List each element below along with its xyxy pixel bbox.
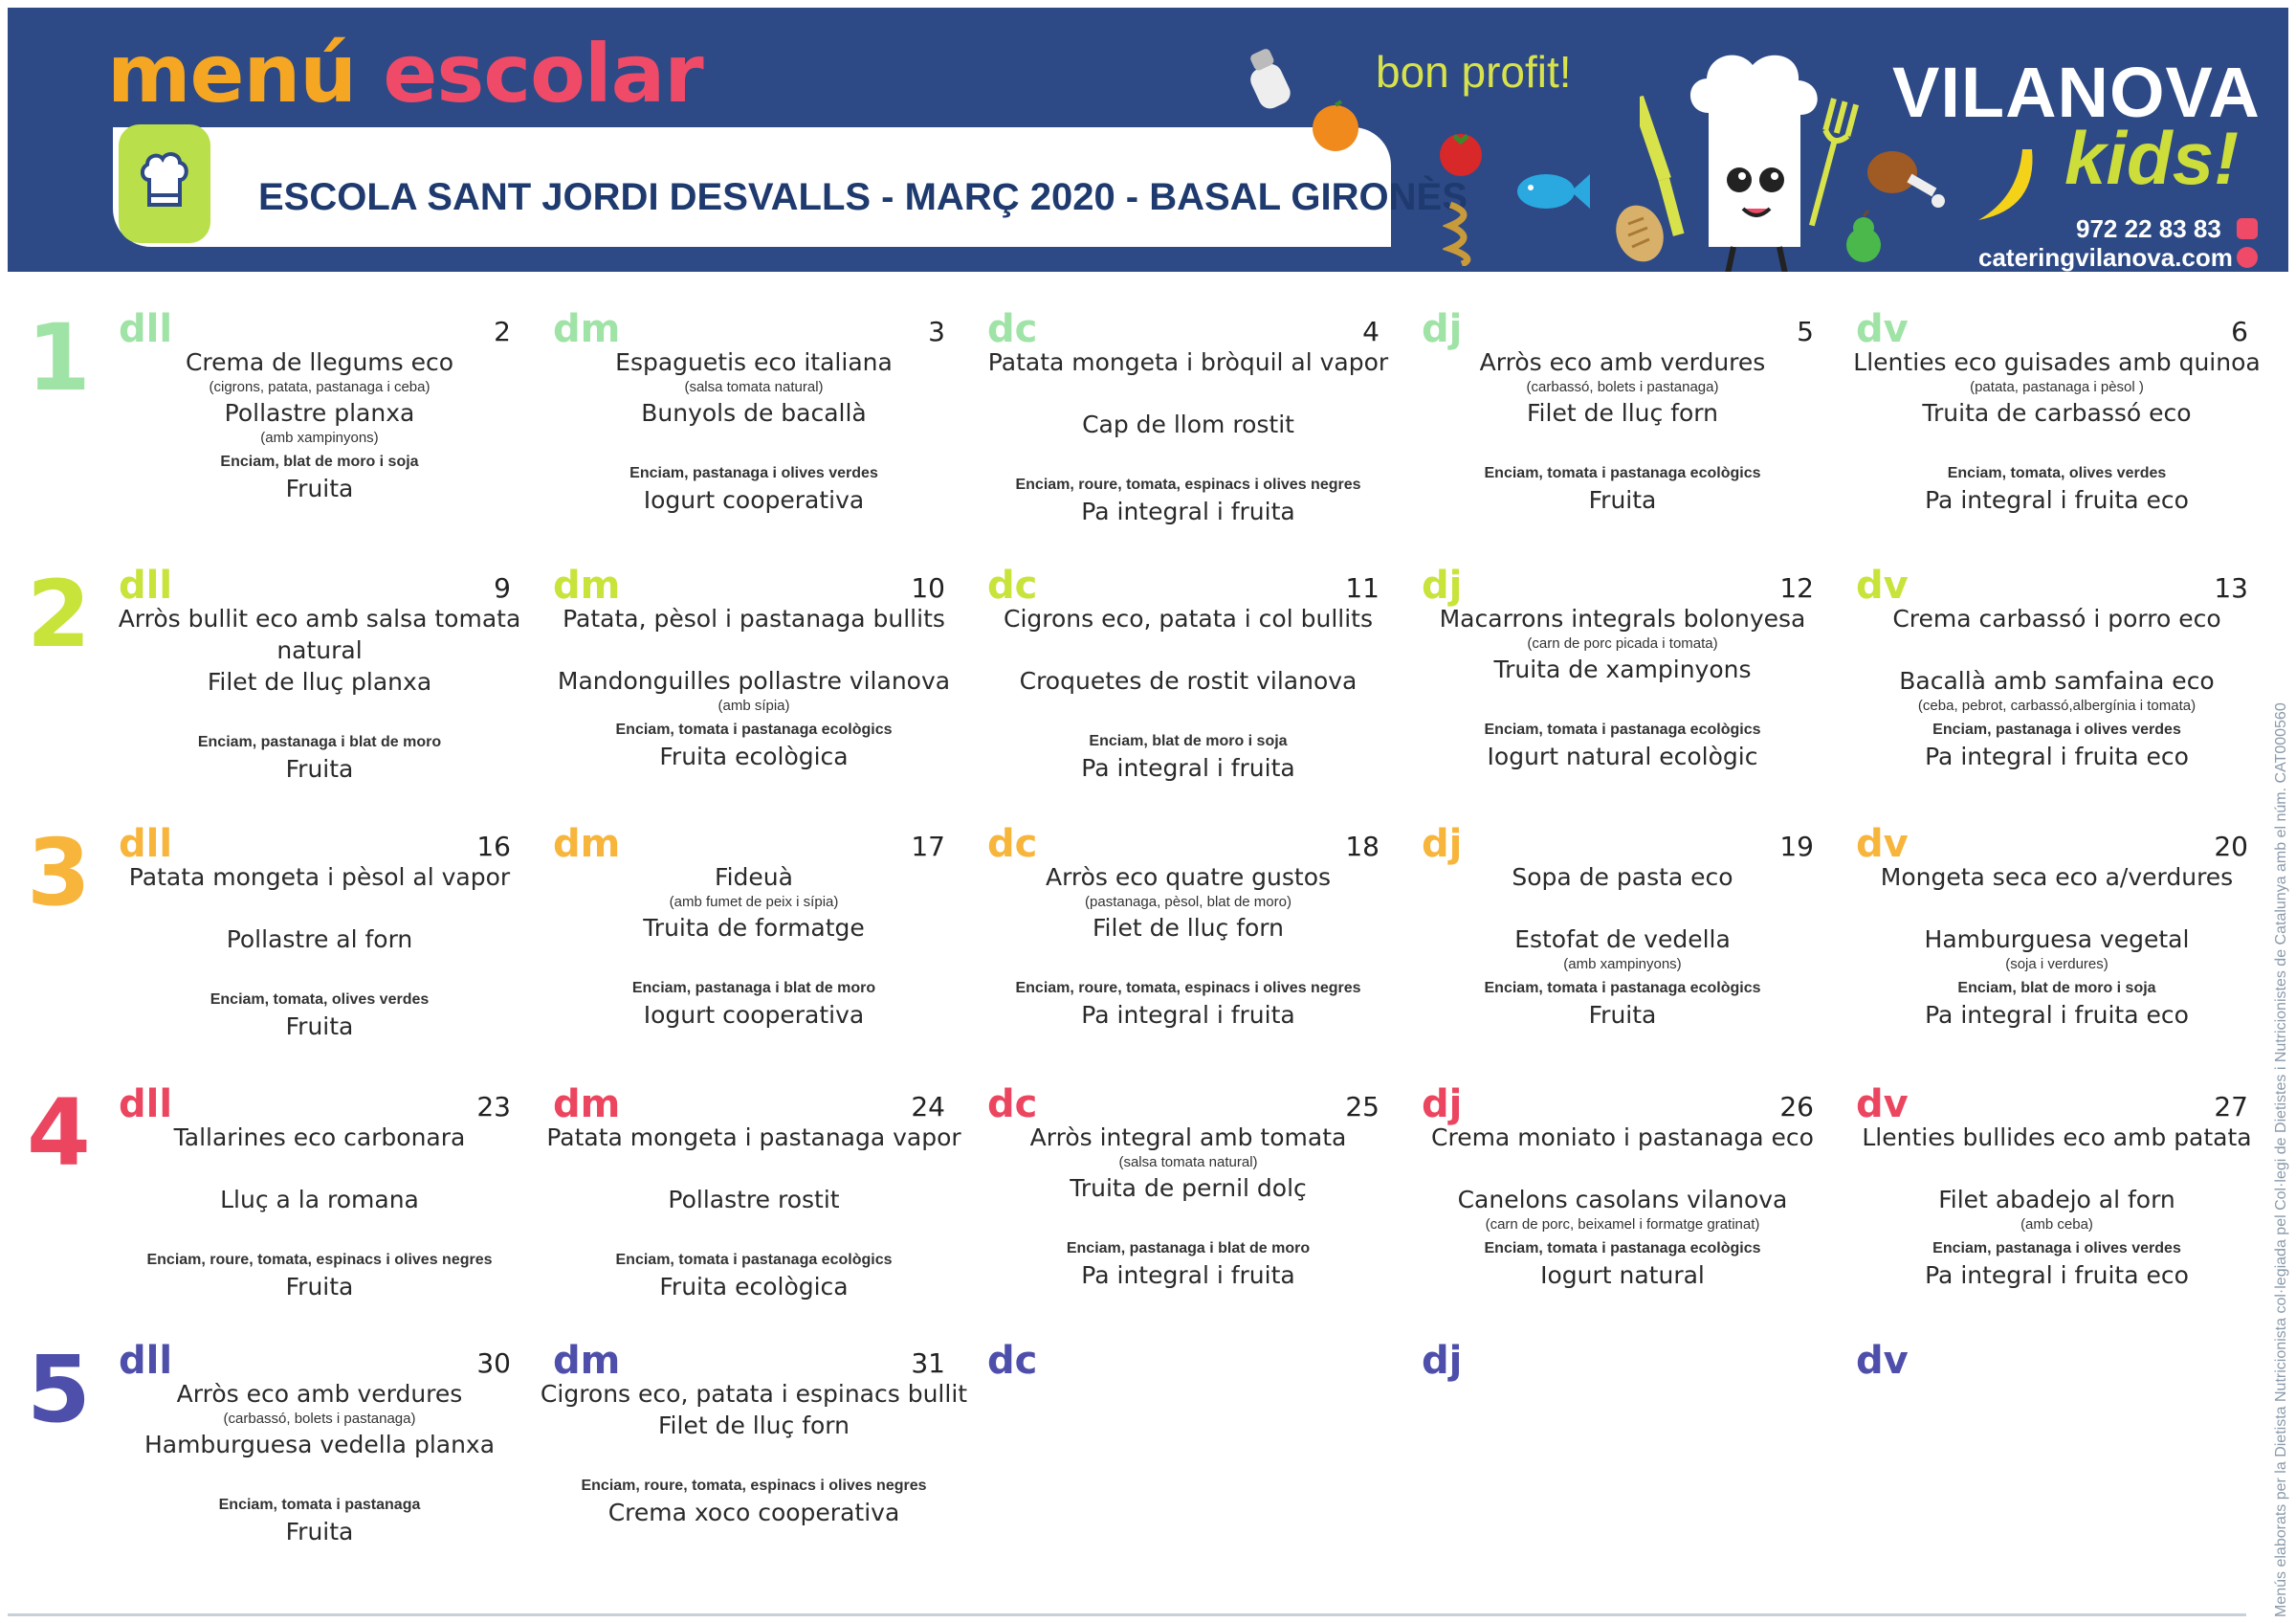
dish: Filet abadejo al forn xyxy=(1938,1186,2175,1213)
dish: Truita de formatge xyxy=(643,914,865,942)
date-number: 6 xyxy=(2231,316,2248,347)
spacer xyxy=(972,697,1404,727)
spacer xyxy=(103,1460,536,1491)
dish-detail: (carbassó, bolets i pastanaga) xyxy=(223,1411,416,1427)
week-number: 1 xyxy=(27,304,91,411)
date-number: 26 xyxy=(1779,1091,1814,1123)
dish: Truita de pernil dolç xyxy=(1070,1174,1307,1202)
dish: Canelons casolans vilanova xyxy=(1457,1186,1788,1213)
day-cell xyxy=(1841,1339,2273,1604)
side-salad: Enciam, tomata i pastanaga ecològics xyxy=(1484,1240,1761,1256)
spacer xyxy=(1406,893,1839,923)
meal-list xyxy=(103,1122,536,1302)
side-salad: Enciam, pastanaga i olives verdes xyxy=(1932,722,2181,738)
spacer xyxy=(1841,1153,2273,1184)
date-number: 16 xyxy=(476,831,511,862)
phone-icon xyxy=(2237,218,2258,239)
day-cell xyxy=(972,307,1404,572)
meal-list xyxy=(103,346,536,504)
phone-number: 972 22 83 83 xyxy=(2076,214,2221,243)
date-number: 5 xyxy=(1797,316,1814,347)
dish: Hamburguesa vegetal xyxy=(1924,925,2190,953)
day-cell xyxy=(972,822,1404,1087)
side-salad: Enciam, tomata i pastanaga ecològics xyxy=(1484,722,1761,738)
weekday-label: dj xyxy=(1422,564,1463,608)
weekday-label: dj xyxy=(1422,822,1463,866)
side-salad: Enciam, pastanaga i blat de moro xyxy=(197,734,442,750)
day-cell xyxy=(103,1082,536,1347)
website-url: cateringvilanova.com xyxy=(1978,243,2233,272)
dish: Mandonguilles pollastre vilanova xyxy=(557,667,951,695)
day-cell xyxy=(1406,1082,1839,1347)
dish: Pa integral i fruita eco xyxy=(1925,743,2189,770)
spacer xyxy=(103,698,536,728)
dish-detail: (amb ceba) xyxy=(2020,1216,2093,1233)
day-cell xyxy=(538,1339,970,1604)
day-cell xyxy=(103,822,536,1087)
dish: Arròs eco amb verdures xyxy=(1479,348,1766,376)
chicken-leg-icon xyxy=(1864,142,1950,218)
side-salad: Enciam, tomata i pastanaga ecològics xyxy=(615,722,893,738)
dish-detail: (patata, pastanaga i pèsol ) xyxy=(1970,379,2144,395)
week-number: 5 xyxy=(27,1336,91,1443)
orange-icon xyxy=(1309,100,1362,153)
meal-list xyxy=(538,1122,970,1302)
weekday-label: dll xyxy=(119,822,173,866)
spacer xyxy=(1406,1153,1839,1184)
spacer xyxy=(103,1215,536,1246)
weekday-label: dc xyxy=(987,307,1038,351)
meal-list xyxy=(103,1378,536,1547)
weekday-label: dll xyxy=(119,564,173,608)
weekday-label: dm xyxy=(553,307,621,351)
weekday-label: dj xyxy=(1422,1339,1463,1383)
meal-list xyxy=(972,346,1404,527)
meal-list xyxy=(538,1378,970,1528)
dish: Fruita xyxy=(285,1273,354,1301)
date-number: 11 xyxy=(1345,572,1380,604)
day-cell xyxy=(538,307,970,572)
dish: Filet de lluç forn xyxy=(658,1412,850,1439)
spacer xyxy=(1841,429,2273,459)
side-salad: Enciam, blat de moro i soja xyxy=(1957,980,2156,996)
day-cell xyxy=(1841,822,2273,1087)
weekday-label: dm xyxy=(553,1339,621,1383)
dish: Pa integral i fruita xyxy=(1081,1001,1295,1029)
day-cell xyxy=(972,1339,1404,1604)
dish: Fruita xyxy=(285,755,354,783)
meal-list xyxy=(538,861,970,1031)
dish: Patata mongeta i bròquil al vapor xyxy=(987,348,1389,376)
dish: Patata mongeta i pèsol al vapor xyxy=(128,863,511,891)
dish: Pa integral i fruita xyxy=(1081,754,1295,782)
day-cell xyxy=(1406,822,1839,1087)
side-salad: Enciam, tomata i pastanaga ecològics xyxy=(615,1252,893,1268)
dish: Sopa de pasta eco xyxy=(1512,863,1733,891)
day-cell xyxy=(1406,1339,1839,1604)
dish: Pa integral i fruita xyxy=(1081,498,1295,525)
spacer xyxy=(1406,429,1839,459)
globe-icon xyxy=(2237,247,2258,268)
spacer xyxy=(972,944,1404,974)
date-number: 30 xyxy=(476,1347,511,1379)
date-number: 4 xyxy=(1362,316,1380,347)
nutritionist-note: Menús elaborats per la Dietista Nutricionista col·legiada pel Col·legi de Dietistes i Nutricionistes de Catalunya amb el núm. CAT000560 xyxy=(2273,702,2289,1617)
weekday-label: dv xyxy=(1856,307,1909,351)
pear-icon xyxy=(1840,209,1888,264)
dish-detail: (soja i verdures) xyxy=(2005,956,2108,972)
spacer xyxy=(103,955,536,986)
spacer xyxy=(972,440,1404,471)
dish: Filet de lluç forn xyxy=(1527,399,1718,427)
meal-list xyxy=(1841,861,2273,1031)
dish: Crema de llegums eco xyxy=(185,348,454,376)
day-cell xyxy=(1841,307,2273,572)
dish-detail: (salsa tomata natural) xyxy=(684,379,824,395)
school-title: ESCOLA SANT JORDI DESVALLS - MARÇ 2020 - BASAL GIRONÈS xyxy=(258,176,1468,218)
kids-brand: kids! xyxy=(2064,116,2240,200)
side-salad: Enciam, pastanaga i olives verdes xyxy=(629,465,878,481)
dish: Crema xoco cooperativa xyxy=(607,1499,900,1526)
pasta-icon xyxy=(1443,199,1485,266)
date-number: 3 xyxy=(928,316,945,347)
date-number: 31 xyxy=(911,1347,945,1379)
salt-shaker-icon xyxy=(1242,46,1299,113)
dish: Pa integral i fruita eco xyxy=(1925,1001,2189,1029)
side-salad: Enciam, tomata, olives verdes xyxy=(1947,465,2167,481)
dish: Patata, pèsol i pastanaga bullits xyxy=(563,605,945,633)
spacer xyxy=(538,944,970,974)
dish: Cap de llom rostit xyxy=(1082,411,1294,438)
spacer xyxy=(538,1153,970,1184)
dish: Pollastre planxa xyxy=(224,399,415,427)
dish: Pa integral i fruita xyxy=(1081,1261,1295,1289)
day-cell xyxy=(972,1082,1404,1347)
day-cell xyxy=(1406,307,1839,572)
side-salad: Enciam, roure, tomata, espinacs i olives negres xyxy=(146,1252,493,1268)
week-number: 2 xyxy=(27,561,91,668)
dish: Lluç a la romana xyxy=(220,1186,419,1213)
side-salad: Enciam, blat de moro i soja xyxy=(1089,733,1288,749)
weekday-label: dc xyxy=(987,822,1038,866)
day-cell xyxy=(972,564,1404,829)
side-salad: Enciam, pastanaga i blat de moro xyxy=(1066,1240,1311,1256)
side-salad: Enciam, tomata i pastanaga ecològics xyxy=(1484,980,1761,996)
dish: Arròs eco amb verdures xyxy=(176,1380,463,1408)
dish: Hamburguesa vedella planxa xyxy=(144,1431,496,1458)
meal-list xyxy=(1406,603,1839,772)
dish: Cigrons eco, patata i espinacs bullit xyxy=(540,1380,968,1408)
side-salad: Enciam, pastanaga i olives verdes xyxy=(1932,1240,2181,1256)
logo-word-menu: menú xyxy=(107,27,357,121)
meal-list xyxy=(103,603,536,785)
spacer xyxy=(103,893,536,923)
dish: Estofat de vedella xyxy=(1514,925,1731,953)
week-number: 3 xyxy=(27,819,91,926)
vilanova-brand: VILANOVA xyxy=(1892,53,2261,132)
dish: Iogurt cooperativa xyxy=(643,1001,865,1029)
date-number: 13 xyxy=(2214,572,2248,604)
side-salad: Enciam, tomata i pastanaga ecològics xyxy=(1484,465,1761,481)
spacer xyxy=(538,429,970,459)
dish: Fruita xyxy=(285,475,354,502)
dish: Iogurt natural xyxy=(1540,1261,1705,1289)
weekday-label: dc xyxy=(987,564,1038,608)
weekday-label: dj xyxy=(1422,307,1463,351)
dish: Arròs bullit eco amb salsa tomata natural xyxy=(118,605,521,664)
dish: Filet de lluç forn xyxy=(1093,914,1284,942)
side-salad: Enciam, tomata i pastanaga xyxy=(218,1497,421,1513)
dish: Fruita ecològica xyxy=(659,743,849,770)
date-number: 23 xyxy=(476,1091,511,1123)
dish: Croquetes de rostit vilanova xyxy=(1019,667,1358,695)
side-salad: Enciam, tomata, olives verdes xyxy=(210,991,430,1008)
bon-profit-slogan: bon profit! xyxy=(1376,47,1572,97)
date-number: 9 xyxy=(494,572,511,604)
dish: Arròs eco quatre gustos xyxy=(1045,863,1332,891)
day-cell xyxy=(103,1339,536,1604)
date-number: 27 xyxy=(2214,1091,2248,1123)
day-cell xyxy=(1406,564,1839,829)
weekday-label: dj xyxy=(1422,1082,1463,1126)
day-cell xyxy=(538,564,970,829)
spacer xyxy=(1406,685,1839,716)
dish: Cigrons eco, patata i col bullits xyxy=(1003,605,1373,633)
side-salad: Enciam, roure, tomata, espinacs i olives negres xyxy=(1015,980,1361,996)
dish-detail: (ceba, pebrot, carbassó,albergínia i tomata) xyxy=(1917,698,2197,714)
meal-list xyxy=(972,603,1404,784)
dish: Truita de xampinyons xyxy=(1493,656,1752,683)
dish-detail: (amb xampinyons) xyxy=(1563,956,1682,972)
dish: Pa integral i fruita eco xyxy=(1925,1261,2189,1289)
weekday-label: dm xyxy=(553,564,621,608)
menu-escolar-logo xyxy=(107,27,703,121)
spacer xyxy=(1841,634,2273,665)
meal-list xyxy=(103,861,536,1042)
dish: Bacallà amb samfaina eco xyxy=(1899,667,2215,695)
date-number: 2 xyxy=(494,316,511,347)
logo-word-escolar: escolar xyxy=(383,27,703,121)
spacer xyxy=(1841,893,2273,923)
weekday-label: dll xyxy=(119,1082,173,1126)
date-number: 12 xyxy=(1779,572,1814,604)
weekday-label: dll xyxy=(119,1339,173,1383)
weekday-label: dll xyxy=(119,307,173,351)
tomato-icon xyxy=(1437,128,1485,180)
meal-list xyxy=(538,346,970,516)
dish: Filet de lluç planxa xyxy=(207,668,432,696)
dish: Fruita ecològica xyxy=(659,1273,849,1301)
spacer xyxy=(972,634,1404,665)
side-salad: Enciam, roure, tomata, espinacs i olives negres xyxy=(581,1478,927,1494)
weekday-label: dm xyxy=(553,822,621,866)
dish-detail: (salsa tomata natural) xyxy=(1118,1154,1258,1170)
dish: Fruita xyxy=(1588,1001,1657,1029)
dish: Mongeta seca eco a/verdures xyxy=(1880,863,2234,891)
weekday-label: dc xyxy=(987,1339,1038,1383)
dish: Iogurt natural ecològic xyxy=(1487,743,1758,770)
spacer xyxy=(538,1215,970,1246)
meal-list xyxy=(538,603,970,772)
dish: Tallarines eco carbonara xyxy=(173,1123,466,1151)
dish: Crema moniato i pastanaga eco xyxy=(1431,1123,1814,1151)
weekday-label: dv xyxy=(1856,822,1909,866)
dish-detail: (amb fumet de peix i sípia) xyxy=(669,894,839,910)
dish: Fruita xyxy=(285,1012,354,1040)
dish: Patata mongeta i pastanaga vapor xyxy=(546,1123,961,1151)
dish-detail: (amb xampinyons) xyxy=(260,430,379,446)
dish: Truita de carbassó eco xyxy=(1922,399,2192,427)
spacer xyxy=(972,378,1404,409)
dish: Iogurt cooperativa xyxy=(643,486,865,514)
weekday-label: dv xyxy=(1856,1082,1909,1126)
spacer xyxy=(103,1153,536,1184)
chef-hat-icon xyxy=(119,124,210,243)
dish: Fideuà xyxy=(715,863,793,891)
date-number: 17 xyxy=(911,831,945,862)
dish: Bunyols de bacallà xyxy=(641,399,867,427)
dish: Fruita xyxy=(1588,486,1657,514)
date-number: 10 xyxy=(911,572,945,604)
date-number: 24 xyxy=(911,1091,945,1123)
spacer xyxy=(538,1441,970,1472)
day-cell xyxy=(1841,564,2273,829)
dish: Macarrons integrals bolonyesa xyxy=(1439,605,1806,633)
header-banner xyxy=(8,8,2288,272)
side-salad: Enciam, roure, tomata, espinacs i olives negres xyxy=(1015,477,1361,493)
spacer xyxy=(972,1204,1404,1234)
day-cell xyxy=(538,822,970,1087)
bottom-divider xyxy=(8,1613,2246,1616)
dish: Llenties bullides eco amb patata xyxy=(1862,1123,2252,1151)
meal-list xyxy=(1841,603,2273,772)
meal-list xyxy=(1406,861,1839,1031)
day-cell xyxy=(103,564,536,829)
weekday-label: dm xyxy=(553,1082,621,1126)
date-number: 19 xyxy=(1779,831,1814,862)
meal-list xyxy=(1406,346,1839,516)
banana-icon xyxy=(1969,142,2045,228)
dish-detail: (carn de porc picada i tomata) xyxy=(1527,635,1718,652)
dish: Pa integral i fruita eco xyxy=(1925,486,2189,514)
weekday-label: dv xyxy=(1856,1339,1909,1383)
date-number: 25 xyxy=(1345,1091,1380,1123)
spacer xyxy=(538,634,970,665)
weekday-label: dv xyxy=(1856,564,1909,608)
meal-list xyxy=(1841,346,2273,516)
meal-list xyxy=(1406,1122,1839,1291)
meal-list xyxy=(972,1122,1404,1291)
day-cell xyxy=(103,307,536,572)
side-salad: Enciam, pastanaga i blat de moro xyxy=(631,980,876,996)
dish: Pollastre rostit xyxy=(668,1186,840,1213)
week-number: 4 xyxy=(27,1079,91,1187)
dish-detail: (pastanaga, pèsol, blat de moro) xyxy=(1085,894,1292,910)
weekday-label: dc xyxy=(987,1082,1038,1126)
meal-list xyxy=(1841,1122,2273,1291)
dish: Crema carbassó i porro eco xyxy=(1892,605,2221,633)
dish-detail: (cigrons, patata, pastanaga i ceba) xyxy=(209,379,430,395)
date-number: 20 xyxy=(2214,831,2248,862)
side-salad: Enciam, blat de moro i soja xyxy=(220,454,419,470)
day-cell xyxy=(1841,1082,2273,1347)
dish: Espaguetis eco italiana xyxy=(615,348,893,376)
dish: Arròs integral amb tomata xyxy=(1029,1123,1347,1151)
fish-icon xyxy=(1510,161,1592,220)
day-cell xyxy=(538,1082,970,1347)
dish-detail: (carbassó, bolets i pastanaga) xyxy=(1526,379,1719,395)
dish-detail: (amb sípia) xyxy=(718,698,790,714)
dish: Pollastre al forn xyxy=(226,925,413,953)
dish-detail: (carn de porc, beixamel i formatge gratinat) xyxy=(1485,1216,1760,1233)
date-number: 18 xyxy=(1345,831,1380,862)
dish: Fruita xyxy=(285,1518,354,1545)
dish: Llenties eco guisades amb quinoa xyxy=(1853,348,2261,376)
meal-list xyxy=(972,861,1404,1031)
